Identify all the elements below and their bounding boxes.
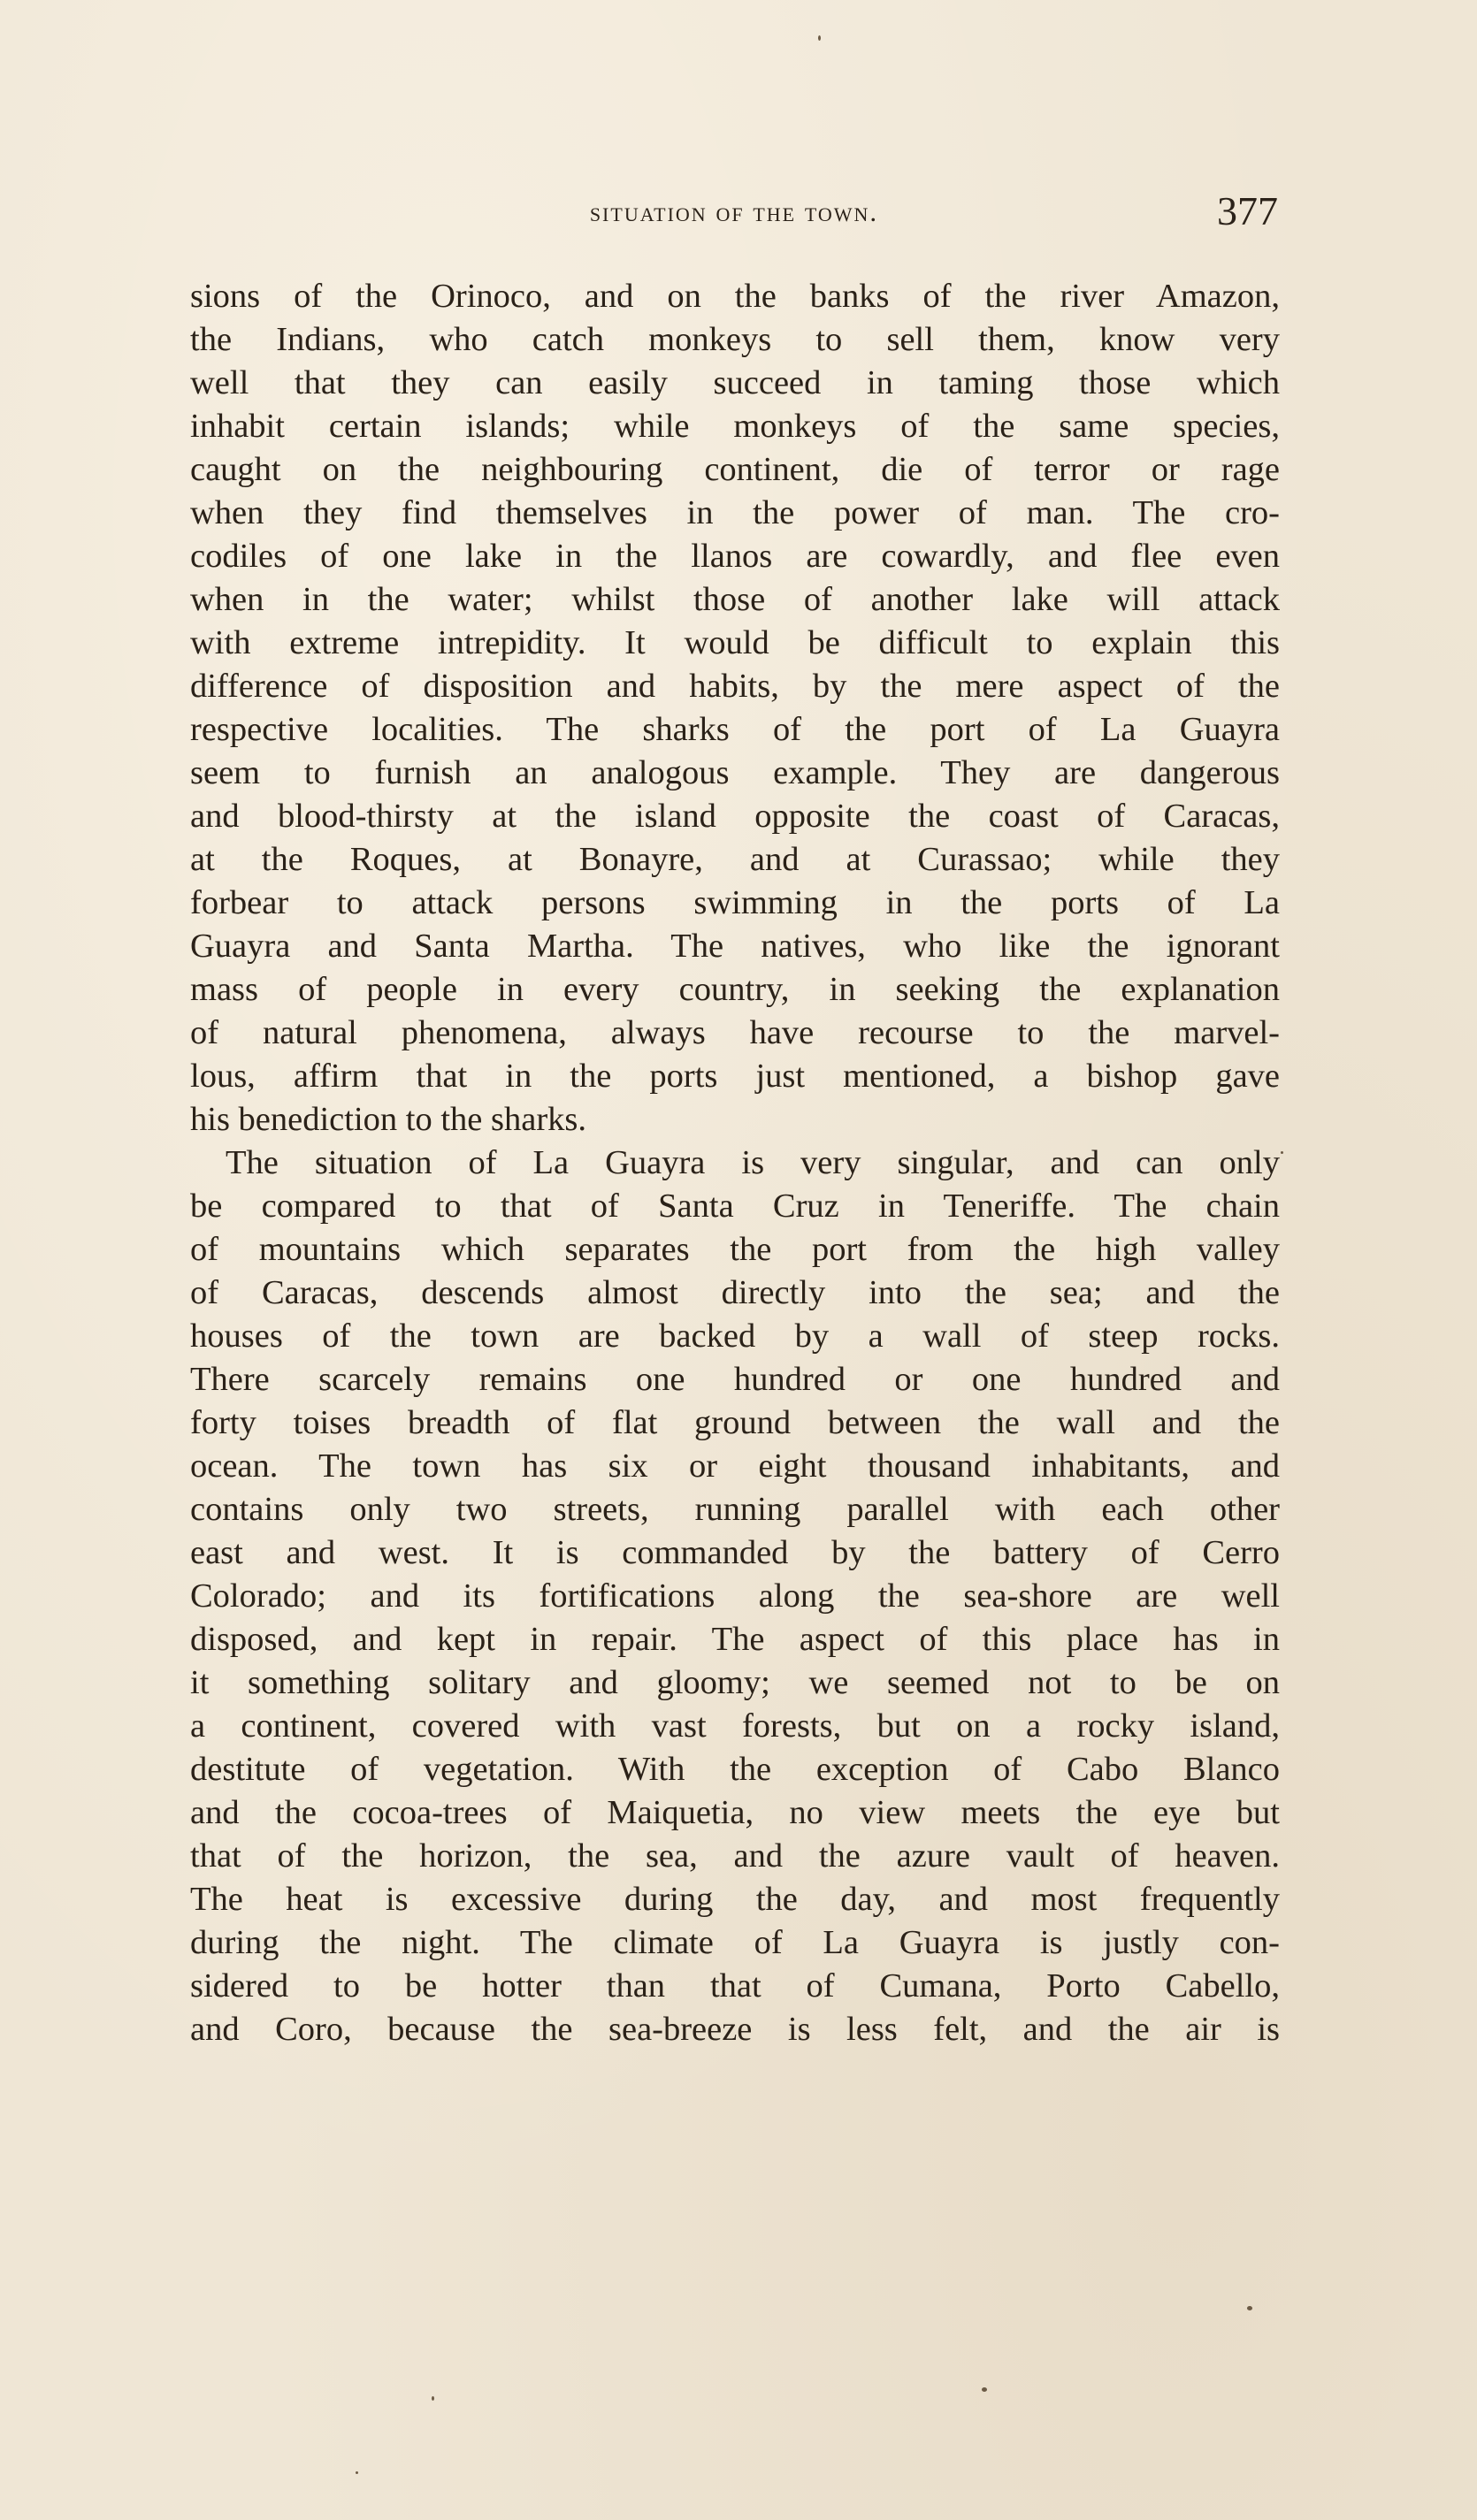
text-line: The situation of La Guayra is very singular, and can only <box>226 1144 1280 1181</box>
text-line: with extreme intrepidity. It would be difficult to explain this <box>190 624 1280 661</box>
text-line: be compared to that of Santa Cruz in Teneriffe. The chain <box>190 1187 1280 1225</box>
text-line: caught on the neighbouring continent, die of terror or rage <box>190 451 1280 488</box>
text-line: Guayra and Santa Martha. The natives, who like the ignorant <box>190 928 1280 965</box>
text-line: ocean. The town has six or eight thousand inhabitants, and <box>190 1447 1280 1485</box>
text-line: lous, affirm that in the ports just mentioned, a bishop gave <box>190 1058 1280 1095</box>
text-line: sions of the Orinoco, and on the banks of the river Amazon, <box>190 278 1280 315</box>
text-line: sidered to be hotter than that of Cumana, Porto Cabello, <box>190 1967 1280 2005</box>
text-line: difference of disposition and habits, by the mere aspect of the <box>190 668 1280 705</box>
text-line: his benediction to the sharks. <box>190 1101 587 1138</box>
text-line: of mountains which separates the port from the high valley <box>190 1231 1280 1268</box>
paper-speck <box>432 2396 434 2401</box>
paragraph-2 <box>190 1142 1280 2051</box>
page-number: 377 <box>1217 188 1278 233</box>
text-line: it something solitary and gloomy; we seemed not to be on <box>190 1664 1280 1701</box>
text-line: during the night. The climate of La Guayra is justly con- <box>190 1924 1280 1961</box>
text-line: respective localities. The sharks of the port of La Guayra <box>190 711 1280 748</box>
paper-speck <box>818 35 821 41</box>
text-line: the Indians, who catch monkeys to sell them, know very <box>190 321 1280 358</box>
paper-speck <box>982 2387 987 2392</box>
text-line: contains only two streets, running parallel with each other <box>190 1491 1280 1528</box>
text-line: when in the water; whilst those of another lake will attack <box>190 581 1280 618</box>
text-line: disposed, and kept in repair. The aspect of this place has in <box>190 1621 1280 1658</box>
text-line: forbear to attack persons swimming in the ports of La <box>190 884 1280 921</box>
text-line: east and west. It is commanded by the battery of Cerro <box>190 1534 1280 1571</box>
body-text <box>190 275 1280 2051</box>
text-line: a continent, covered with vast forests, but on a rocky island, <box>190 1707 1280 1745</box>
paper-speck <box>1281 1151 1283 1154</box>
text-line: destitute of vegetation. With the exception of Cabo Blanco <box>190 1751 1280 1788</box>
text-line: and the cocoa-trees of Maiquetia, no view meets the eye but <box>190 1794 1280 1831</box>
text-line: The heat is excessive during the day, and most frequently <box>190 1881 1280 1918</box>
running-head <box>190 187 1278 241</box>
text-line: when they find themselves in the power of man. The cro- <box>190 494 1280 531</box>
text-line: mass of people in every country, in seeking the explanation <box>190 971 1280 1008</box>
text-line: codiles of one lake in the llanos are cowardly, and flee even <box>190 538 1280 575</box>
text-line: and blood-thirsty at the island opposite the coast of Caracas, <box>190 798 1280 835</box>
paper-speck <box>1247 2306 1252 2310</box>
text-line: Colorado; and its fortifications along the sea-shore are well <box>190 1577 1280 1615</box>
text-line: houses of the town are backed by a wall of steep rocks. <box>190 1317 1280 1355</box>
text-line: at the Roques, at Bonayre, and at Curassao; while they <box>190 841 1280 878</box>
text-line: inhabit certain islands; while monkeys of the same species, <box>190 408 1280 445</box>
text-line: of Caracas, descends almost directly into the sea; and the <box>190 1274 1280 1311</box>
running-title: situation of the town. <box>589 196 879 227</box>
paper-speck <box>356 2471 358 2474</box>
text-line: well that they can easily succeed in taming those which <box>190 364 1280 401</box>
paragraph-1 <box>190 275 1280 1142</box>
text-line: forty toises breadth of flat ground between the wall and the <box>190 1404 1280 1441</box>
text-line: and Coro, because the sea-breeze is less felt, and the air is <box>190 2011 1280 2048</box>
text-line: that of the horizon, the sea, and the azure vault of heaven. <box>190 1837 1280 1875</box>
text-line: There scarcely remains one hundred or one hundred and <box>190 1361 1280 1398</box>
text-line: of natural phenomena, always have recourse to the marvel- <box>190 1014 1280 1051</box>
text-line: seem to furnish an analogous example. They are dangerous <box>190 754 1280 791</box>
